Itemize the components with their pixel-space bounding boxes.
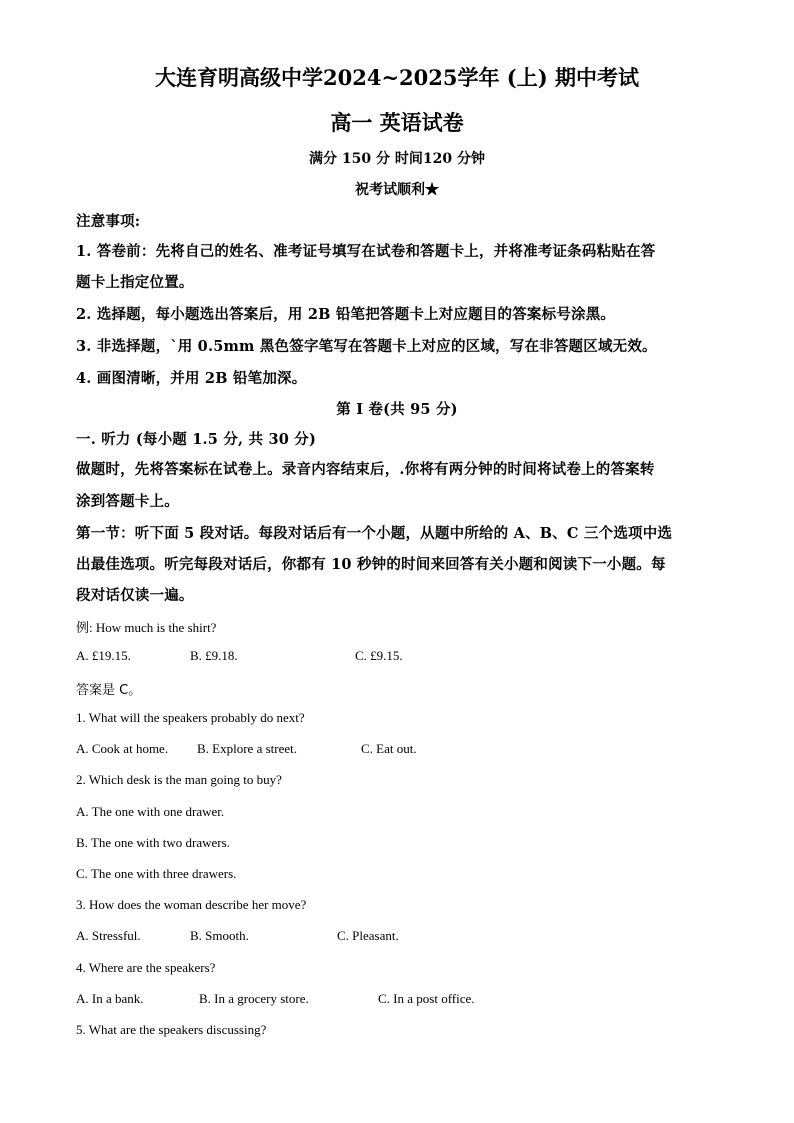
option-b: B. Explore a street. — [197, 741, 297, 756]
note-item: 1. 答卷前：先将自己的姓名、准考证号填写在试卷和答题卡上，并将准考证条码粘贴在答 — [76, 243, 656, 260]
example-question: 例: How much is the shirt? — [76, 620, 217, 635]
option-c: C. Pleasant. — [337, 928, 399, 943]
option-a: A. Stressful. — [76, 928, 141, 943]
notes-heading: 注意事项: — [76, 213, 141, 230]
question-text: 3. How does the woman describe her move? — [76, 897, 307, 912]
option-c: C. In a post office. — [378, 991, 475, 1006]
good-luck-wish: 祝考试顺利★ — [355, 182, 439, 198]
exam-subtitle: 高一 英语试卷 — [330, 110, 464, 135]
exam-title: 大连育明高级中学2024~2025学年 (上) 期中考试 — [155, 65, 639, 90]
option-c: C. £9.15. — [355, 648, 403, 663]
option-a: A. £19.15. — [76, 648, 131, 663]
note-item: 4. 画图清晰，并用 2B 铅笔加深。 — [76, 370, 307, 387]
note-item: 2. 选择题，每小题选出答案后，用 2B 铅笔把答题卡上对应题目的答案标号涂黑。 — [76, 306, 616, 323]
part-title: 一. 听力 (每小题 1.5 分, 共 30 分) — [76, 431, 317, 448]
note-item: 题卡上指定位置。 — [76, 274, 194, 291]
option-a: A. The one with one drawer. — [76, 804, 225, 819]
option-a: A. In a bank. — [76, 991, 144, 1006]
question-text: 1. What will the speakers probably do next? — [76, 710, 305, 725]
instruction-line: 涂到答题卡上。 — [76, 493, 179, 510]
instruction-line: 做题时，先将答案标在试卷上。录音内容结束后，.你将有两分钟的时间将试卷上的答案转 — [76, 461, 655, 478]
option-b: B. Smooth. — [190, 928, 249, 943]
question-text: 5. What are the speakers discussing? — [76, 1022, 267, 1037]
example-answer: 答案是 C。 — [76, 683, 142, 698]
volume-heading: 第 I 卷(共 95 分) — [336, 401, 458, 418]
option-b: B. In a grocery store. — [199, 991, 309, 1006]
option-c: C. The one with three drawers. — [76, 866, 237, 881]
option-b: B. £9.18. — [190, 648, 238, 663]
part1-line: 第一节：听下面 5 段对话。每段对话后有一个小题，从题中所给的 A、B、C 三个选项中选 — [76, 525, 673, 542]
score-time: 满分 150 分 时间120 分钟 — [309, 151, 485, 167]
option-a: A. Cook at home. — [76, 741, 169, 756]
part1-line: 段对话仅读一遍。 — [76, 587, 194, 604]
note-item: 3. 非选择题，`用 0.5mm 黑色签字笔写在答题卡上对应的区域，写在非答题区域无效。 — [76, 338, 657, 355]
question-text: 4. Where are the speakers? — [76, 960, 216, 975]
part1-line: 出最佳选项。听完每段对话后，你都有 10 秒钟的时间来回答有关小题和阅读下一小题。每 — [76, 556, 666, 573]
option-b: B. The one with two drawers. — [76, 835, 230, 850]
option-c: C. Eat out. — [361, 741, 417, 756]
question-text: 2. Which desk is the man going to buy? — [76, 772, 282, 787]
